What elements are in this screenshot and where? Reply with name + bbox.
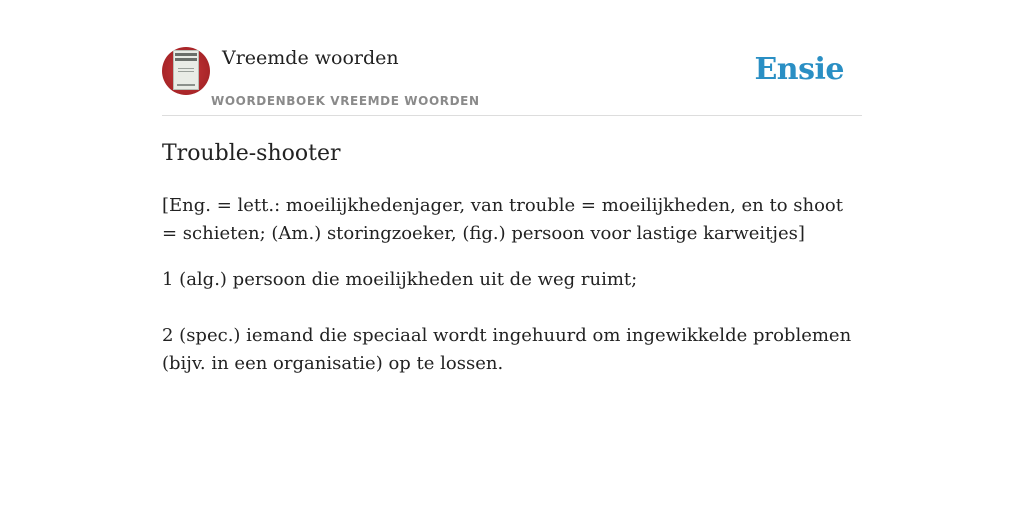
entry-definitions <box>162 266 862 378</box>
entry-title: Trouble-shooter <box>162 141 341 166</box>
book-cover-image <box>173 50 199 90</box>
entry-etymology: [Eng. = lett.: moeilijkhedenjager, van trouble = moeilijkheden, en to shoot = schieten; (Am.) storingzoeker, (fig.) persoon voor lastige karweitjes] <box>162 195 844 244</box>
site-header <box>162 44 862 116</box>
book-cover-icon[interactable] <box>162 47 210 95</box>
site-subtitle: WOORDENBOEK VREEMDE WOORDEN <box>211 94 480 108</box>
site-title-link[interactable]: Vreemde woorden <box>222 47 399 69</box>
ensie-logo-link[interactable]: Ensie <box>754 52 844 87</box>
definition-item: 2 (spec.) iemand die speciaal wordt ingehuurd om ingewikkelde problemen (bijv. in een organisatie) op te lossen. <box>162 325 852 374</box>
dictionary-entry <box>162 136 862 378</box>
definition-item: 1 (alg.) persoon die moeilijkheden uit de weg ruimt; <box>162 269 638 290</box>
